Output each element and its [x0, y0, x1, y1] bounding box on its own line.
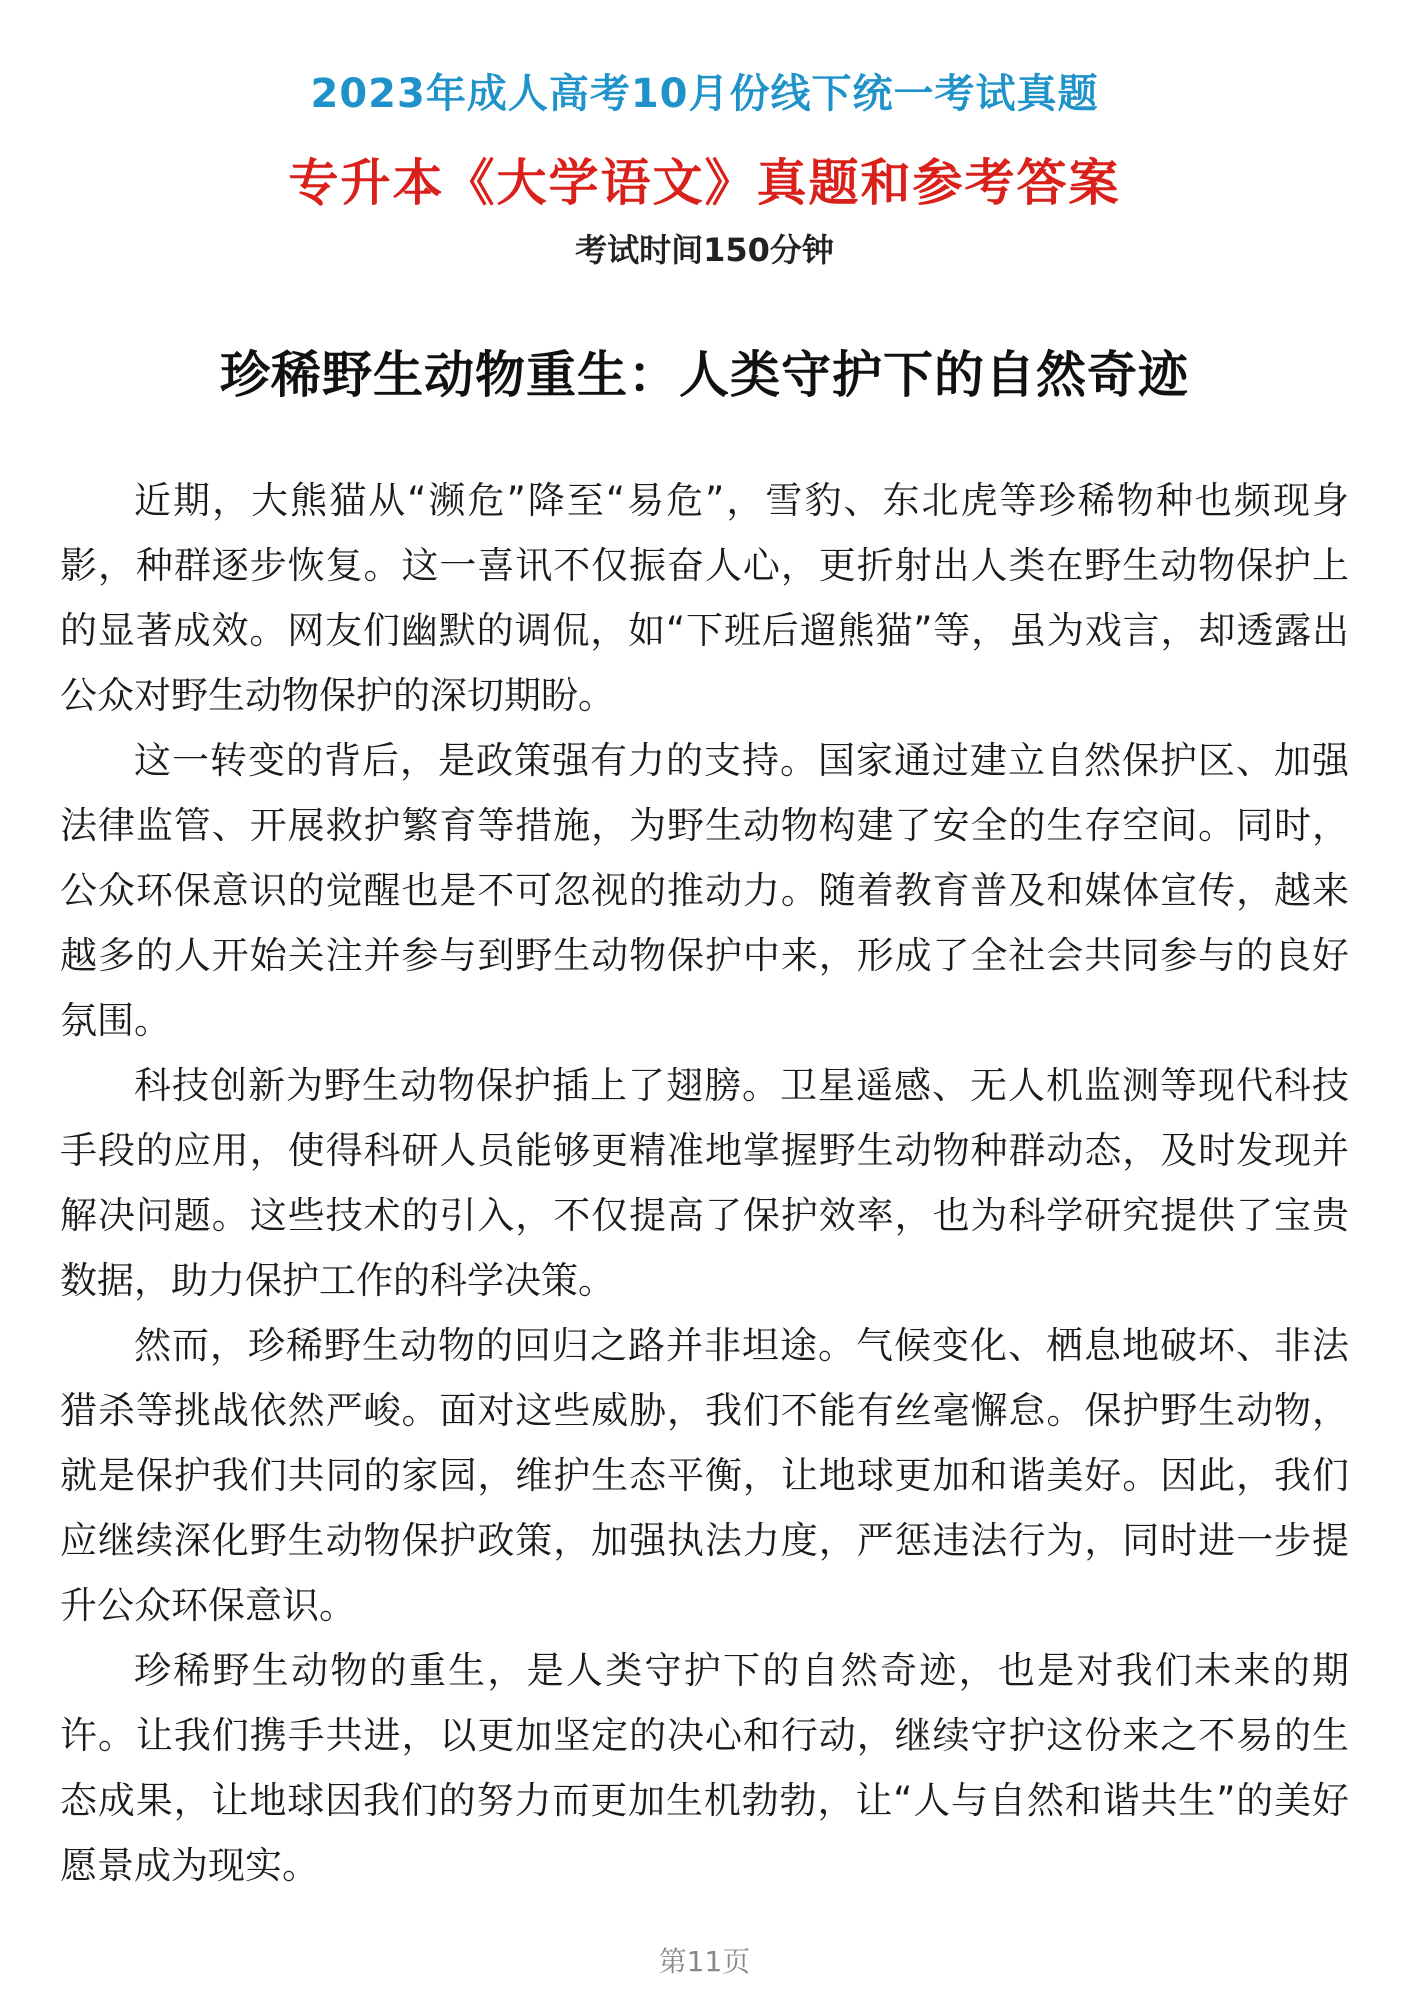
article-paragraph: 珍稀野生动物的重生，是人类守护下的自然奇迹，也是对我们未来的期许。让我们携手共进，以更加坚定的决心和行动，继续守护这份来之不易的生态成果，让地球因我们的努力而更加生机勃勃，让“人与自然和谐共生”的美好愿景成为现实。	[60, 1649, 1349, 1887]
page-number: 第11页	[658, 1945, 751, 1978]
subject-title: 专升本《大学语文》真题和参考答案	[288, 154, 1121, 212]
article-paragraph: 这一转变的背后，是政策强有力的支持。国家通过建立自然保护区、加强法律监管、开展救护繁育等措施，为野生动物构建了安全的生存空间。同时，公众环保意识的觉醒也是不可忽视的推动力。随着教育普及和媒体宣传，越来越多的人开始关注并参与到野生动物保护中来，形成了全社会共同参与的良好氛围。	[60, 739, 1349, 1042]
article-paragraph: 然而，珍稀野生动物的回归之路并非坦途。气候变化、栖息地破坏、非法猎杀等挑战依然严峻。面对这些威胁，我们不能有丝毫懈怠。保护野生动物，就是保护我们共同的家园，维护生态平衡，让地球更加和谐美好。因此，我们应继续深化野生动物保护政策，加强执法力度，严惩违法行为，同时进一步提升公众环保意识。	[60, 1324, 1349, 1627]
exam-time: 考试时间150分钟	[575, 231, 834, 269]
article-paragraph: 科技创新为野生动物保护插上了翅膀。卫星遥感、无人机监测等现代科技手段的应用，使得科研人员能够更精准地掌握野生动物种群动态，及时发现并解决问题。这些技术的引入，不仅提高了保护效率，也为科学研究提供了宝贵数据，助力保护工作的科学决策。	[60, 1064, 1349, 1302]
exam-title: 2023年成人高考10月份线下统一考试真题	[310, 71, 1099, 117]
article-body	[60, 468, 1349, 1898]
article-title: 珍稀野生动物重生：人类守护下的自然奇迹	[220, 346, 1189, 404]
article-paragraph: 近期，大熊猫从“濒危”降至“易危”，雪豹、东北虎等珍稀物种也频现身影，种群逐步恢复。这一喜讯不仅振奋人心，更折射出人类在野生动物保护上的显著成效。网友们幽默的调侃，如“下班后遛熊猫”等，虽为戏言，却透露出公众对野生动物保护的深切期盼。	[60, 479, 1349, 717]
